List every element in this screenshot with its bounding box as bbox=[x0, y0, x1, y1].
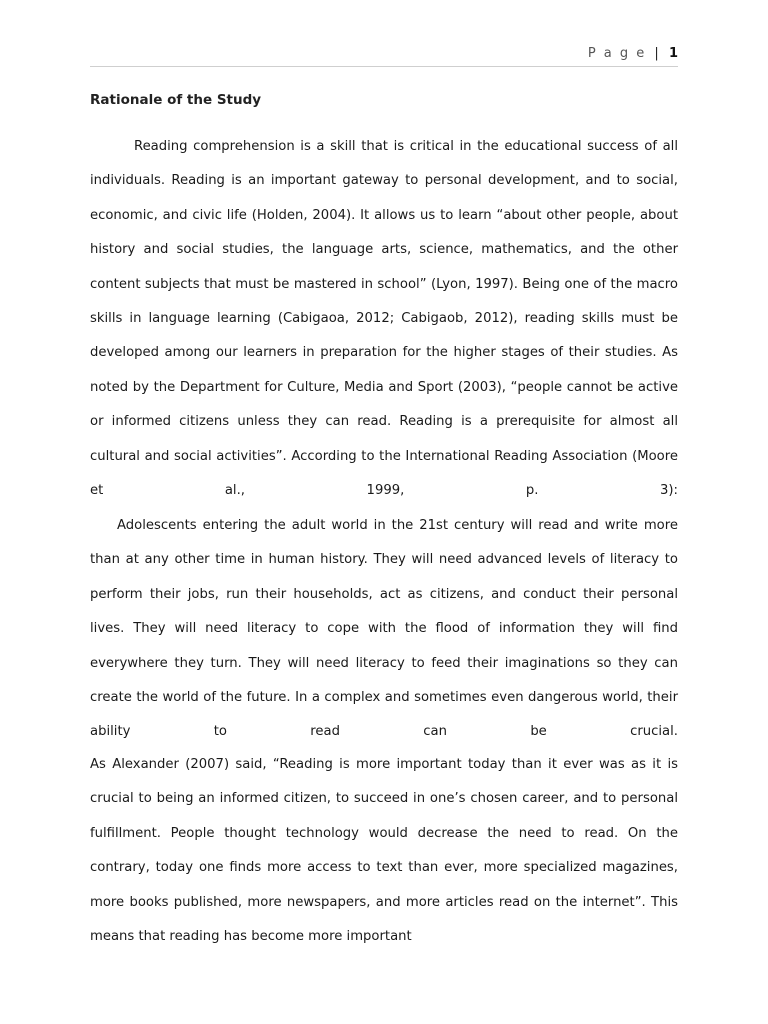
body-paragraph-2: As Alexander (2007) said, “Reading is more important today than it ever was as it is crucial to being an informed citizen, to succeed in one’s chosen career, and to personal fulfillment. People thought technology would decrease the need to read. On the contrary, today one finds more access to text than ever, more specialized magazines, more books published, more newspapers, and more articles read on the internet”. This means that reading has become more important bbox=[90, 757, 678, 945]
body-paragraph-1: Reading comprehension is a skill that is critical in the educational success of all individuals. Reading is an important gateway to personal development, and to social, economic, and civic life (Holden, 2004). It allows us to learn “about other people, about history and social studies, the language arts, science, mathematics, and the other content subjects that must be mastered in school” (Lyon, 1997). Being one of the macro skills in language learning (Cabigaoa, 2012; Cabigaob, 2012), reading skills must be developed among our learners in preparation for the higher stages of their studies. As noted by the Department for Culture, Media and Sport (2003), “people cannot be active or informed citizens unless they can read. Reading is a prerequisite for almost all cultural and social activities”. According to the International Reading Association (Moore et al., 1999, p. 3): bbox=[90, 139, 678, 499]
page-number: 1 bbox=[668, 46, 678, 61]
page-number-label bbox=[588, 46, 678, 61]
page-word: P a g e bbox=[587, 46, 647, 61]
page-separator: | bbox=[654, 46, 661, 61]
page-header bbox=[90, 46, 678, 67]
section-title: Rationale of the Study bbox=[90, 92, 262, 108]
block-quote: Adolescents entering the adult world in the 21st century will read and write more than at any other time in human history. They will need advanced levels of literacy to perform their jobs, run their households, act as citizens, and conduct their personal lives. They will need literacy to cope with the flood of information they will find everywhere they turn. They will need literacy to feed their imaginations so they can create the world of the future. In a complex and sometimes even dangerous world, their ability to read can be crucial. bbox=[90, 518, 678, 740]
